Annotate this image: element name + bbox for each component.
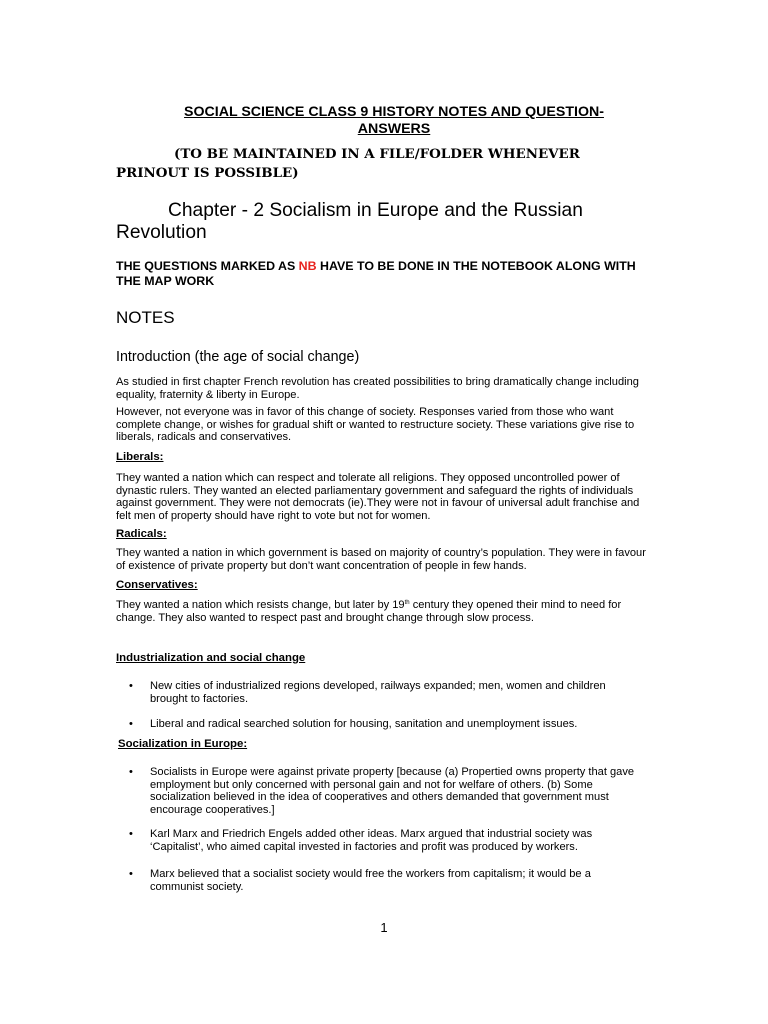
- radicals-paragraph: They wanted a nation in which government is based on majority of country’s population. They were in favour of existence of private property but don’t want concentration of people in few hands.: [116, 547, 646, 572]
- intro-paragraph-2: However, not everyone was in favor of this change of society. Responses varied from those who want complete change, or wishes for gradual shift or wanted to restructure society. These variations give rise to liberals, radicals and conservatives.: [116, 406, 635, 444]
- socialization-heading: Socialization in Europe:: [118, 738, 248, 750]
- liberals-paragraph: They wanted a nation which can respect and tolerate all religions. They opposed uncontrolled power of dynastic rulers. They wanted an elected parliamentary government and safeguard the rights of individuals against government. They were not democrats (ie).They were not in favour of universal adult franchise and felt men of property should have right to vote but not for women.: [116, 472, 640, 523]
- page-number: 1: [380, 920, 388, 935]
- list-item-text: Socialists in Europe were against private property [because (a) Propertied owns property that gave employment but only concerned with personal gain and not for welfare of others. (b) Some socialization believed in the idea of cooperatives and others demanded that government must encourage cooperatives.]: [150, 766, 635, 817]
- document-title: SOCIAL SCIENCE CLASS 9 HISTORY NOTES AND QUESTION-ANSWERS: [184, 104, 604, 137]
- list-item-text: Karl Marx and Friedrich Engels added other ideas. Marx argued that industrial society was ‘Capitalist’, who aimed capital invested in factories and profit was produced by workers.: [150, 828, 593, 853]
- conservatives-text-start: They wanted a nation which resists change, but later by 19: [116, 599, 405, 611]
- bullet-icon: •: [129, 680, 133, 692]
- instruction-text-start: THE QUESTIONS MARKED AS: [116, 259, 299, 273]
- list-item-text: Liberal and radical searched solution for housing, sanitation and unemployment issues.: [150, 718, 578, 730]
- conservatives-text-end: century they opened their mind to need for change. They also wanted to respect past and brought change through slow process.: [116, 599, 622, 624]
- list-item-text: New cities of industrialized regions developed, railways expanded; men, women and children brought to factories.: [150, 680, 606, 705]
- bullet-icon: •: [129, 868, 133, 880]
- industrialization-heading: Industrialization and social change: [116, 652, 306, 664]
- notes-heading: NOTES: [116, 308, 175, 327]
- conservatives-heading: Conservatives:: [116, 579, 198, 591]
- intro-heading: Introduction (the age of social change): [116, 349, 360, 365]
- bullet-icon: •: [129, 718, 133, 730]
- conservatives-paragraph: [116, 599, 656, 624]
- list-item-text: Marx believed that a socialist society would free the workers from capitalism; it would be a communist society.: [150, 868, 591, 893]
- notebook-instruction: [116, 259, 636, 288]
- intro-paragraph-1: As studied in first chapter French revolution has created possibilities to bring dramatically change including equality, fraternity & liberty in Europe.: [116, 376, 639, 401]
- superscript-th: th: [404, 600, 410, 606]
- instruction-text-end: HAVE TO BE DONE IN THE NOTEBOOK ALONG WITH THE MAP WORK: [116, 259, 636, 288]
- radicals-heading: Radicals:: [116, 528, 167, 540]
- liberals-heading: Liberals:: [116, 451, 164, 463]
- nb-highlight: NB: [298, 259, 317, 273]
- maintain-note: (TO BE MAINTAINED IN A FILE/FOLDER WHENEVER PRINOUT IS POSSIBLE): [116, 146, 580, 181]
- bullet-icon: •: [129, 828, 133, 840]
- bullet-icon: •: [129, 766, 133, 778]
- chapter-title: Chapter - 2 Socialism in Europe and the Russian Revolution: [116, 200, 583, 243]
